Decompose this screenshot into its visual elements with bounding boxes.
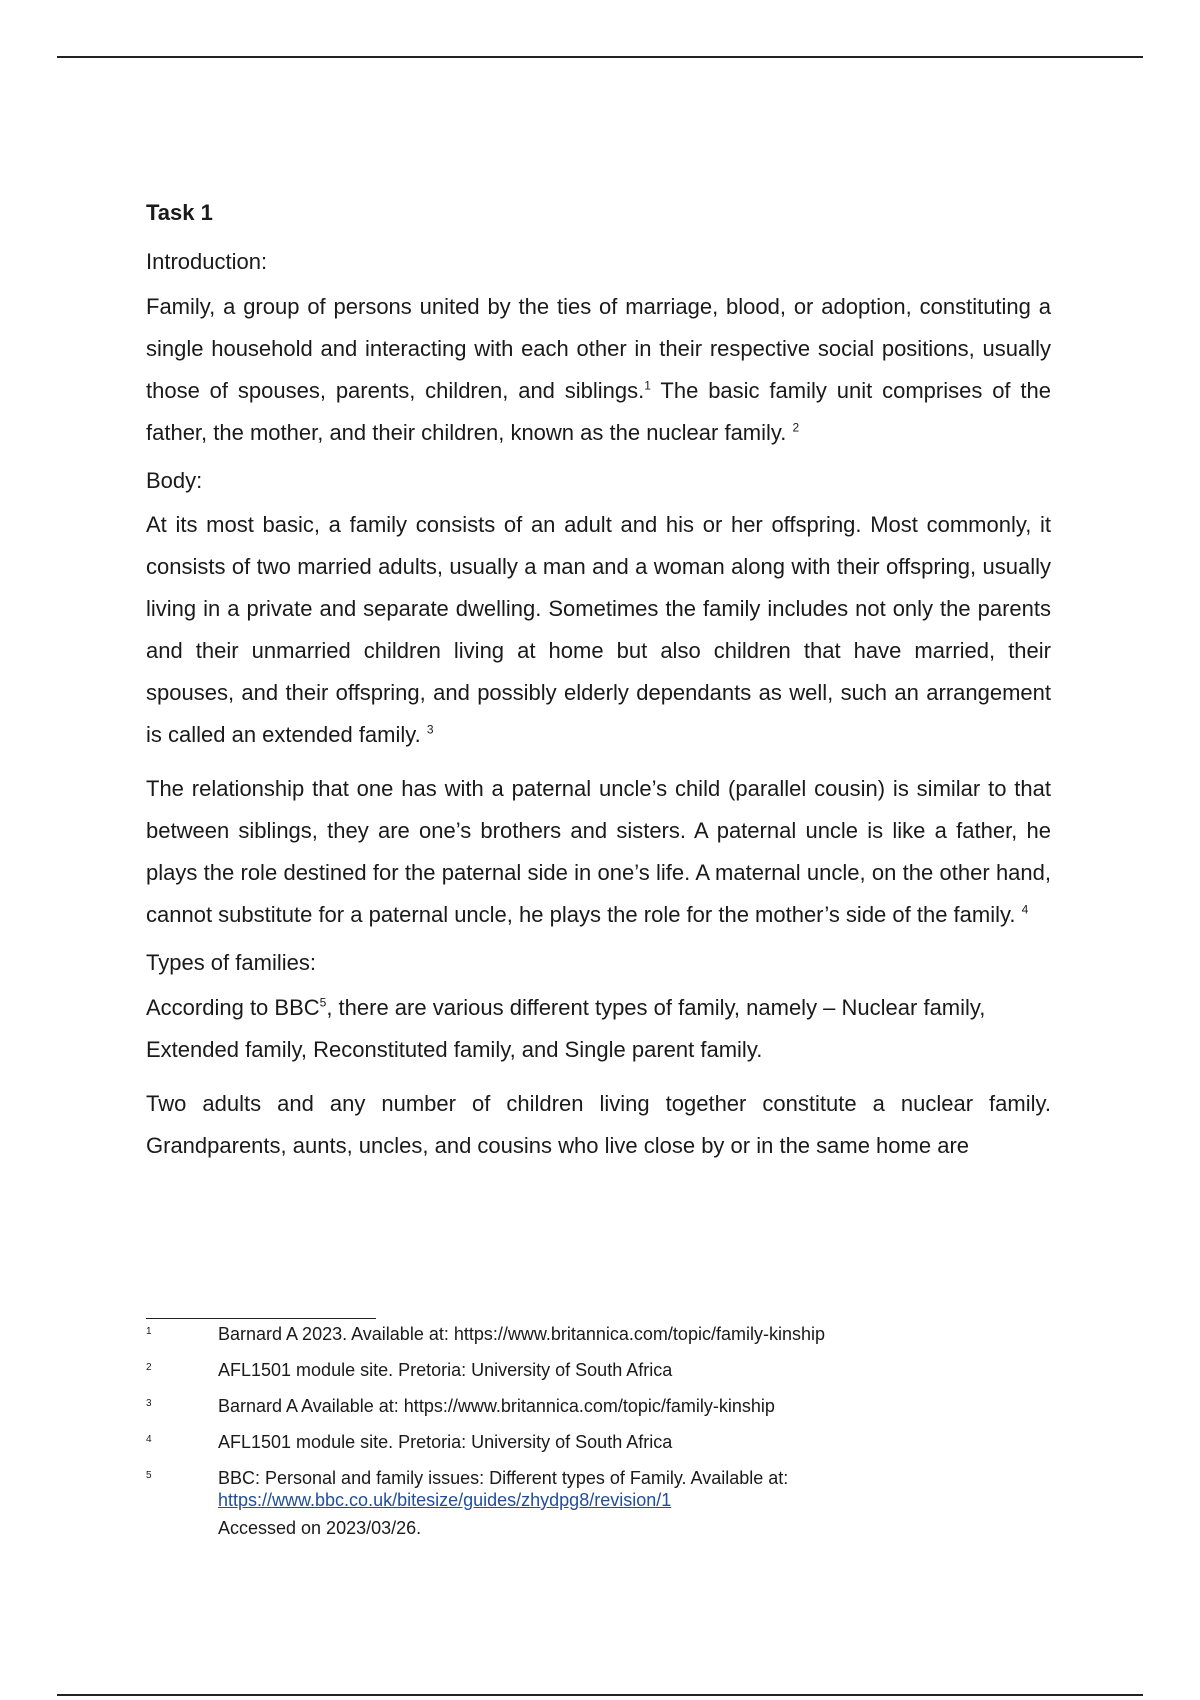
body-paragraph-1	[146, 504, 1051, 756]
introduction-text-b: The basic family unit comprises of the father, the mother, and their children, known as the nuclear family.	[146, 377, 1051, 445]
footnote-number: 5	[146, 1470, 152, 1481]
footnote-ref-1[interactable]: 1	[644, 378, 651, 393]
types-paragraph-2: Two adults and any number of children living together constitute a nuclear family. Grandparents, aunts, uncles, and cousins who live close by or in the same home are	[146, 1091, 1051, 1159]
footnote-number: 3	[146, 1398, 152, 1409]
body-paragraph-2	[146, 768, 1051, 936]
footnote-separator	[146, 1318, 376, 1319]
body-heading: Body:	[146, 467, 203, 493]
types-heading: Types of families:	[146, 950, 316, 976]
bbc-link[interactable]: https://www.bbc.co.uk/bitesize/guides/zhydpg8/revision/1	[218, 1490, 672, 1510]
footnote-5	[146, 1467, 1051, 1511]
footnote-ref-2[interactable]: 2	[792, 420, 800, 435]
footnote-number: 2	[146, 1362, 152, 1373]
footnote-text: Barnard A 2023. Available at: https://www.britannica.com/topic/family-kinship	[218, 1324, 825, 1344]
footnote-1	[146, 1323, 1051, 1345]
footnote-text: AFL1501 module site. Pretoria: University of South Africa	[218, 1432, 673, 1452]
footnote-number: 4	[146, 1434, 152, 1445]
footnote-ref-5[interactable]: 5	[319, 995, 327, 1010]
footnotes-section	[146, 1318, 1051, 1539]
types-paragraph-1	[146, 987, 1051, 1071]
page-title: Task 1	[146, 200, 213, 225]
introduction-text-a: Family, a group of persons united by the ties of marriage, blood, or adoption, constituting a single household and interacting with each other in their respective social positions, usually those of spouses, parents, children, and siblings.	[146, 293, 1051, 403]
footnote-text: AFL1501 module site. Pretoria: University of South Africa	[218, 1360, 673, 1380]
body-paragraph-2-text: The relationship that one has with a paternal uncle’s child (parallel cousin) is similar to that between siblings, they are one’s brothers and sisters. A paternal uncle is like a father, he plays the role destined for the paternal side in one’s life. A maternal uncle, on the other hand, cannot substitute for a paternal uncle, he plays the role for the mother’s side of the family.	[146, 776, 1051, 928]
footnote-5-accessed: Accessed on 2023/03/26.	[218, 1518, 422, 1538]
footnote-ref-4[interactable]: 4	[1021, 903, 1029, 918]
footnote-2	[146, 1359, 1051, 1381]
footnote-text: Barnard A Available at: https://www.britannica.com/topic/family-kinship	[218, 1396, 775, 1416]
footnote-3	[146, 1395, 1051, 1417]
footnote-number: 1	[146, 1326, 152, 1337]
document-body	[146, 198, 1051, 1179]
body-paragraph-1-text: At its most basic, a family consists of an adult and his or her offspring. Most commonly, it consists of two married adults, usually a man and a woman along with their offspring, usually living in a private and separate dwelling. Sometimes the family includes not only the parents and their unmarried children living at home but also children that have married, their spouses, and their offspring, and possibly elderly dependants as well, such an arrangement is called an extended family.	[146, 512, 1051, 748]
introduction-heading: Introduction:	[146, 248, 268, 274]
footnote-4	[146, 1431, 1051, 1453]
footnote-ref-3[interactable]: 3	[426, 723, 434, 738]
introduction-paragraph	[146, 286, 1051, 454]
page-bottom-rule	[57, 1694, 1143, 1696]
types-text-b: , there are various different types of family, namely – Nuclear family, Extended family, Reconstituted family, and Single parent family.	[146, 995, 986, 1063]
types-text-a: According to BBC	[146, 995, 320, 1021]
page-top-rule	[57, 56, 1143, 58]
footnote-text: BBC: Personal and family issues: Different types of Family. Available at:	[218, 1468, 789, 1488]
